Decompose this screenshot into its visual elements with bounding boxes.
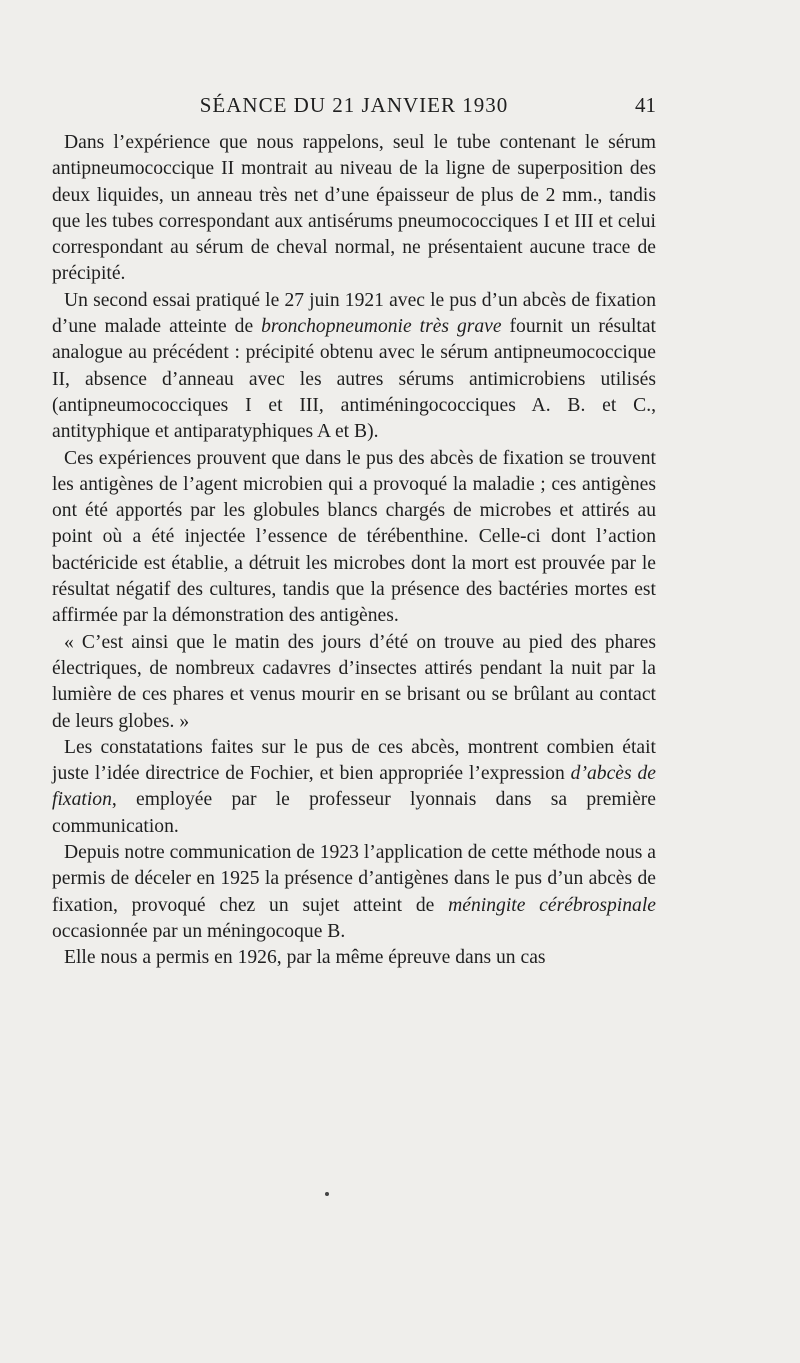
page-number: 41	[635, 93, 656, 117]
text-run: Elle nous a permis en 1926, par la même épreuve dans un cas	[64, 947, 546, 969]
text-run: « C’est ainsi que le matin des jours d’été on trouve au pied des phares électriques, de nombreux cadavres d’insectes attirés pendant la nuit par la lumière de ces phares et venus mourir en se brisant ou se brûlant au contact de leurs globes. »	[52, 631, 656, 732]
paragraph	[52, 840, 656, 945]
italic-term: méningite cérébrospinale	[448, 894, 656, 916]
paragraph	[52, 130, 656, 288]
text-run: occasionnée par un méningocoque B.	[52, 920, 346, 942]
text-run: Un second essai pratiqué le 27 juin 1921 avec le pus d’un abcès de fixation d’une malade atteinte de	[52, 289, 656, 338]
italic-term: bronchopneumonie très grave	[261, 316, 502, 338]
paragraph	[52, 288, 656, 446]
text-run: , employée par le professeur lyonnais dans sa première communication.	[52, 789, 656, 837]
running-header	[52, 90, 656, 120]
text-run: Les constatations faites sur le pus de ces abcès, montrent combien était juste l’idée directrice de Fochier, et bien appropriée l’expression	[52, 736, 656, 785]
text-run: Ces expériences prouvent que dans le pus des abcès de fixation se trouvent les antigènes de l’agent microbien qui a provoqué la maladie ; ces antigènes ont été apportés par les globules blancs chargés de microbes et attirés au point où a été injectée l’essence de térébenthine. Celle-ci dont l’action bactéricide est établie, a détruit les microbes dont la mort est prouvée par le résultat négatif des cultures, tandis que la présence des bactéries mortes est affirmée par la démonstration des antigènes.	[52, 447, 656, 627]
ink-speck	[325, 1192, 329, 1196]
quotation-paragraph	[52, 630, 656, 735]
text-run: fournit un résultat analogue au précédent : précipité obtenu avec le sérum antipneumococcique II, absence d’anneau avec les autres sérums antimicrobiens utilisés (antipneumococciques I et III, antiméningococciques A. B. et C., antityphique et antiparatyphiques A et B).	[52, 316, 657, 443]
paragraph	[52, 735, 656, 840]
paragraph	[52, 446, 656, 630]
italic-term: d’abcès de fixation	[52, 763, 656, 811]
text-run: Depuis notre communication de 1923 l’application de cette méthode nous a permis de déceler en 1925 la présence d’antigènes dans le pus d’un abcès de fixation, provoqué chez un sujet atteint de	[52, 842, 656, 916]
running-title: SÉANCE DU 21 JANVIER 1930	[199, 93, 509, 117]
body-text	[52, 130, 656, 972]
text-run: Dans l’expérience que nous rappelons, seul le tube contenant le sérum antipneumococcique II montrait au niveau de la ligne de superposition des deux liquides, un anneau très net d’une épaisseur de plus de 2 mm., tandis que les tubes correspondant aux antisérums pneumococciques I et III et celui correspondant au sérum de cheval normal, ne présentaient aucune trace de précipité.	[52, 132, 656, 285]
paragraph	[52, 945, 656, 971]
